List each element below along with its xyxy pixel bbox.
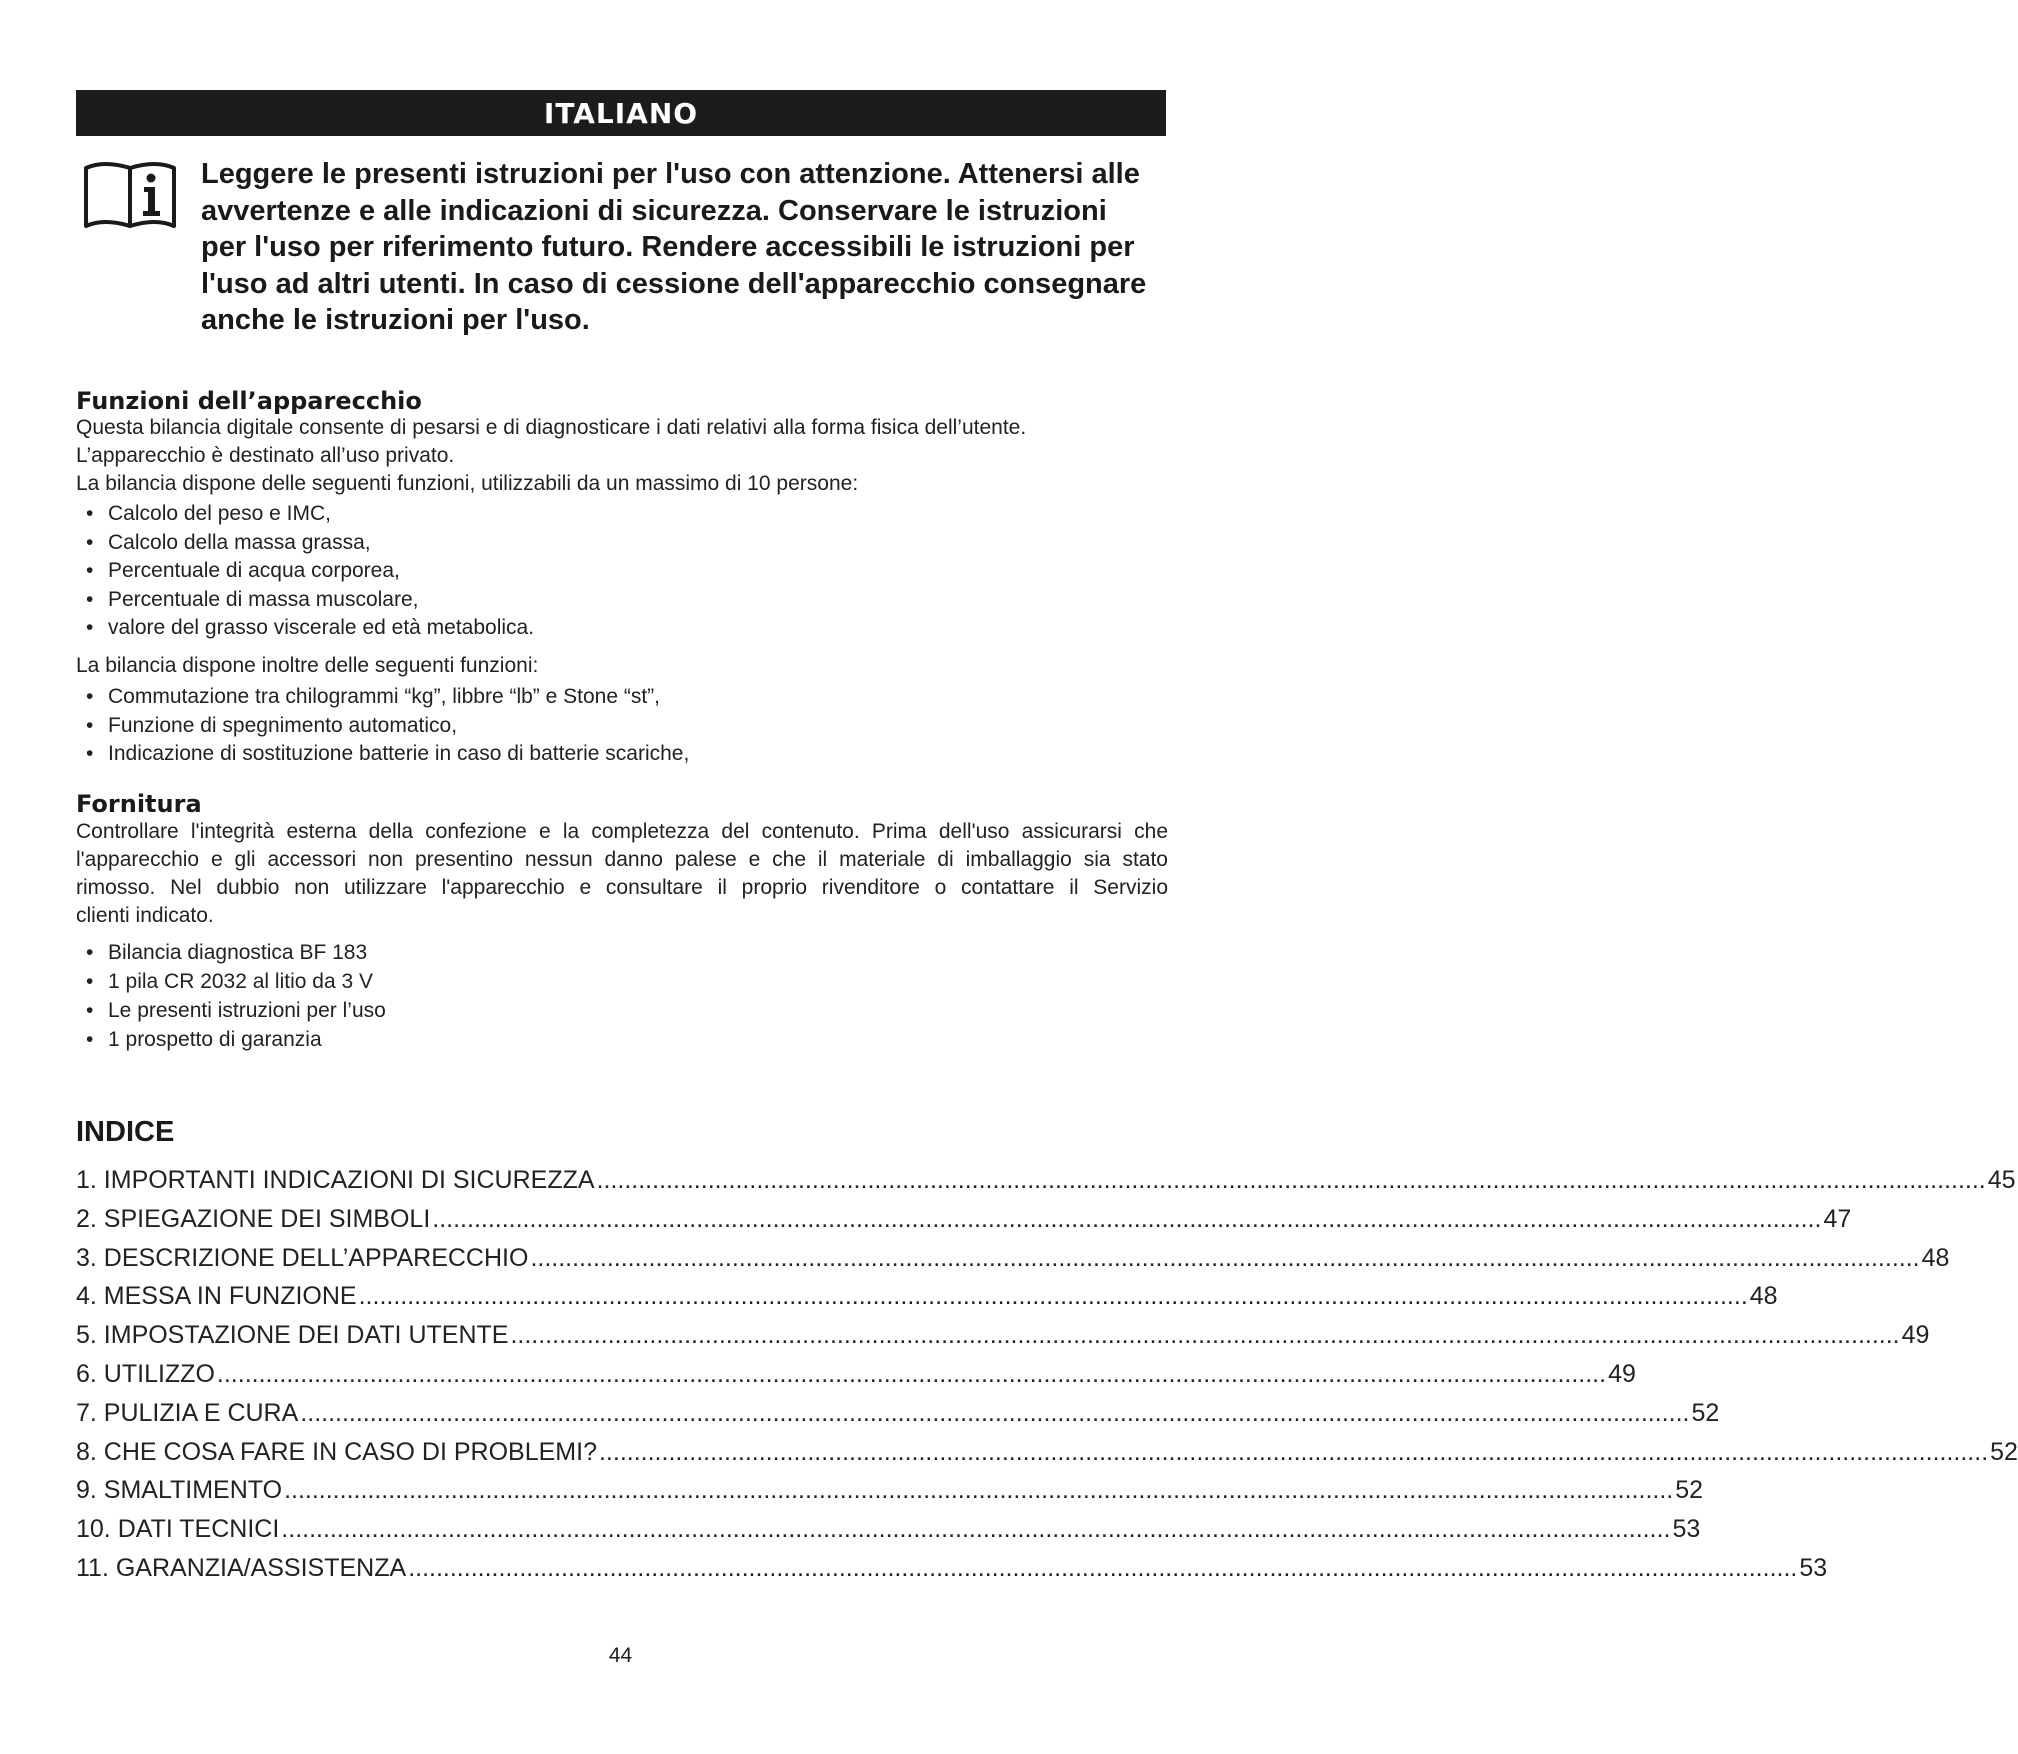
list-item: • 1 prospetto di garanzia	[86, 1028, 322, 1051]
indice-title: INDICE	[76, 1116, 175, 1148]
toc-entry-label: 5. IMPOSTAZIONE DEI DATI UTENTE	[76, 1321, 509, 1350]
list-item: • Commutazione tra chilogrammi “kg”, libbre “lb” e Stone “st”,	[86, 685, 661, 708]
toc-entry-label: 8. CHE COSA FARE IN CASO DI PROBLEMI?	[76, 1437, 597, 1466]
list-item: • Bilancia diagnostica BF 183	[86, 941, 368, 964]
list-item: • Calcolo della massa grassa,	[86, 530, 371, 554]
language-title: ITALIANO	[543, 96, 699, 130]
toc-entry-label: 7. PULIZIA E CURA	[76, 1398, 299, 1427]
toc-entry	[76, 1515, 1701, 1554]
toc-entry-label: 11. GARANZIA/ASSISTENZA	[76, 1553, 407, 1582]
list-item: • 1 pila CR 2032 al litio da 3 V	[86, 970, 373, 993]
toc-dot-leader: ........................................................................................................................................................................................................	[596, 1166, 1986, 1194]
toc-entry-page: 53	[1672, 1515, 1701, 1544]
list-item: • Indicazione di sostituzione batterie in caso di batterie scariche,	[86, 742, 690, 765]
toc-entry-page: 52	[1691, 1398, 1720, 1427]
toc-entry	[76, 1553, 1828, 1593]
toc-entry-page: 48	[1921, 1243, 1950, 1272]
toc-entry-page: 53	[1799, 1553, 1828, 1582]
toc-entry	[76, 1398, 1720, 1438]
list-item: • Percentuale di massa muscolare,	[86, 587, 419, 611]
toc-entry	[76, 1359, 1636, 1399]
toc-entry-page: 48	[1749, 1282, 1778, 1311]
toc-entry	[76, 1321, 1930, 1360]
toc-dot-leader: ........................................................................................................................................................................................................	[510, 1321, 1900, 1350]
toc-entry-page: 49	[1608, 1359, 1636, 1388]
funzioni-extra-list	[76, 683, 689, 769]
fornitura-paragraph-line: Controllare l'integrità esterna della confezione e la completezza del contenuto. Prima dell'uso assicurarsi che	[76, 820, 1168, 843]
intro-line: anche le istruzioni per l'uso.	[201, 304, 590, 336]
list-item: • Funzione di spegnimento automatico,	[86, 713, 458, 737]
toc-entry-label: 10. DATI TECNICI	[76, 1515, 280, 1544]
toc-entry-page: 52	[1675, 1476, 1704, 1505]
toc-entry	[76, 1282, 1778, 1321]
intro-line: avvertenze e alle indicazioni di sicurezza. Conservare le istruzioni	[201, 194, 1107, 227]
toc-dot-leader: ........................................................................................................................................................................................................	[358, 1282, 1748, 1311]
toc-dot-leader: ........................................................................................................................................................................................................	[408, 1553, 1798, 1582]
fornitura-paragraph-line: rimosso. Nel dubbio non utilizzare l'apparecchio e consultare il proprio rivenditore o contattare il Servizio	[76, 876, 1168, 899]
fornitura-list	[76, 938, 386, 1054]
fornitura-heading: Fornitura	[76, 790, 202, 818]
funzioni-paragraph-line: Questa bilancia digitale consente di pesarsi e di diagnosticare i dati relativi alla forma fisica dell’utente.	[76, 416, 1027, 439]
toc-dot-leader: ........................................................................................................................................................................................................	[284, 1476, 1674, 1505]
funzioni-list	[76, 500, 534, 643]
intro-line: Leggere le presenti istruzioni per l'uso con attenzione. Attenersi alle	[201, 158, 1140, 190]
toc-entry-label: 6. UTILIZZO	[76, 1359, 215, 1388]
funzioni-heading: Funzioni dell’apparecchio	[76, 387, 422, 415]
toc-entry	[76, 1166, 2016, 1205]
toc-entry	[76, 1204, 1852, 1244]
funzioni-paragraph-line: L’apparecchio è destinato all’uso privato.	[76, 444, 455, 467]
info-book-icon	[82, 156, 178, 236]
toc-entry-page: 52	[1990, 1437, 2018, 1466]
page-number: 44	[608, 1644, 633, 1667]
intro-line: per l'uso per riferimento futuro. Rendere accessibili le istruzioni per	[201, 231, 1135, 263]
toc-entry-label: 3. DESCRIZIONE DELL’APPARECCHIO	[76, 1243, 529, 1272]
funzioni-more-intro: La bilancia dispone inoltre delle seguenti funzioni:	[76, 654, 539, 677]
toc-dot-leader: ........................................................................................................................................................................................................	[598, 1437, 1989, 1466]
toc-entry	[76, 1243, 1950, 1283]
toc-entry-page: 49	[1901, 1321, 1930, 1350]
funzioni-paragraph-line: La bilancia dispone delle seguenti funzioni, utilizzabili da un massimo di 10 persone:	[76, 472, 859, 495]
table-of-contents	[76, 1166, 2018, 1593]
list-item: • Percentuale di acqua corporea,	[86, 559, 400, 582]
toc-entry-page: 47	[1823, 1204, 1852, 1233]
toc-dot-leader: ........................................................................................................................................................................................................	[281, 1515, 1671, 1544]
list-item: • Le presenti istruzioni per l’uso	[86, 999, 386, 1022]
toc-entry	[76, 1476, 1704, 1515]
toc-dot-leader: ........................................................................................................................................................................................................	[216, 1359, 1607, 1388]
language-banner	[76, 90, 1166, 136]
fornitura-paragraph-line: l'apparecchio e gli accessori non presentino nessun danno palese e che il materiale di imballaggio sia stato	[76, 848, 1168, 871]
list-item: • valore del grasso viscerale ed età metabolica.	[86, 616, 535, 639]
toc-dot-leader: ........................................................................................................................................................................................................	[530, 1243, 1920, 1272]
intro-line: l'uso ad altri utenti. In caso di cessione dell'apparecchio consegnare	[201, 267, 1147, 300]
toc-entry-label: 4. MESSA IN FUNZIONE	[76, 1282, 357, 1311]
toc-entry-label: 9. SMALTIMENTO	[76, 1476, 283, 1505]
toc-entry-page: 45	[1987, 1166, 2016, 1194]
fornitura-paragraph-line: clienti indicato.	[76, 904, 214, 927]
toc-entry	[76, 1437, 2018, 1477]
toc-dot-leader: ........................................................................................................................................................................................................	[300, 1398, 1690, 1427]
toc-entry-label: 1. IMPORTANTI INDICAZIONI DI SICUREZZA	[76, 1166, 595, 1194]
list-item: • Calcolo del peso e IMC,	[86, 502, 331, 525]
intro-warning	[201, 156, 1171, 339]
toc-entry-label: 2. SPIEGAZIONE DEI SIMBOLI	[76, 1204, 431, 1233]
toc-dot-leader: ........................................................................................................................................................................................................	[432, 1204, 1822, 1233]
